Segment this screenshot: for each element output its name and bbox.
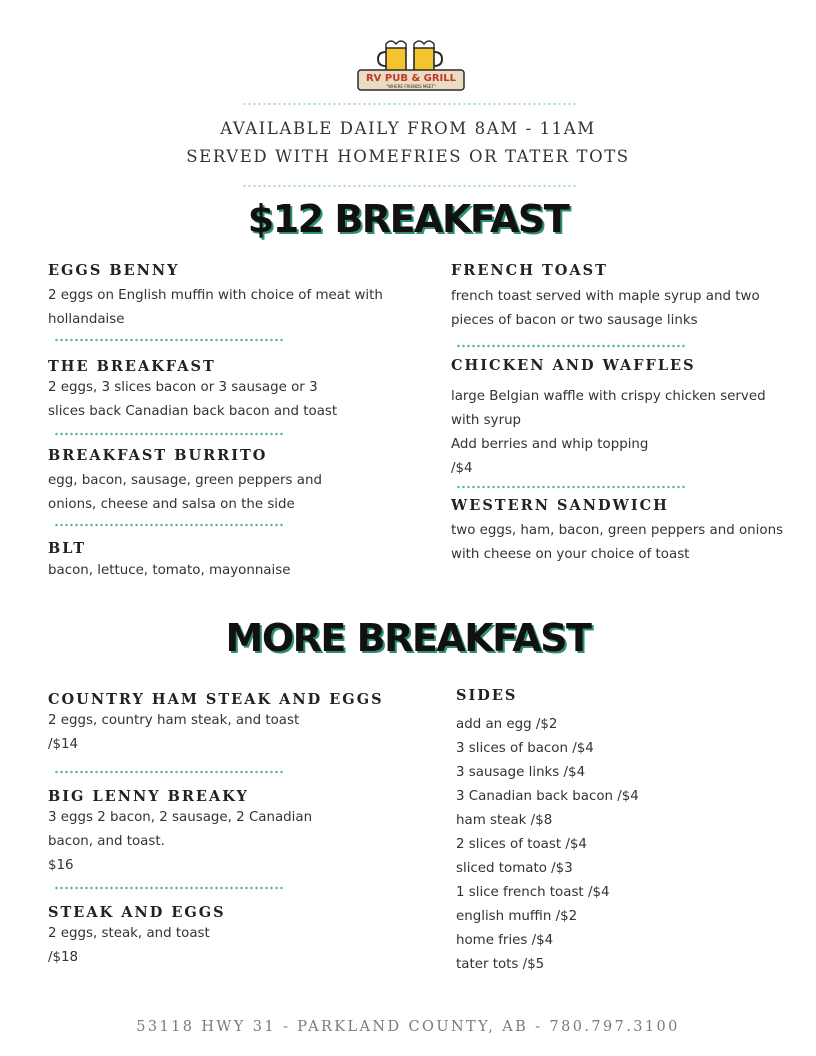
section-title-more-breakfast: MORE BREAKFAST: [225, 616, 591, 660]
footer-address: 53118 HWY 31 - PARKLAND COUNTY, AB - 780.797.3100: [136, 1019, 680, 1035]
sides-list: [456, 713, 639, 977]
menu-item-description: 2 eggs, steak, and toast /$18: [48, 926, 210, 965]
menu-item-title: STEAK AND EGGS: [48, 904, 226, 921]
section-title-12-breakfast: $12 BREAKFAST: [247, 197, 569, 241]
beer-mug-left-icon: [378, 41, 406, 72]
menu-item-title: EGGS BENNY: [48, 262, 180, 279]
menu-item-title: WESTERN SANDWICH: [451, 497, 669, 514]
divider: [456, 344, 686, 348]
rv-pub-logo: [356, 36, 466, 96]
menu-item-title: FRENCH TOAST: [451, 262, 608, 279]
menu-item-title: BIG LENNY BREAKY: [48, 788, 249, 805]
side-item: add an egg /$2: [456, 717, 558, 732]
divider: [242, 102, 578, 106]
divider: [54, 523, 284, 527]
side-item: 2 slices of toast /$4: [456, 837, 587, 852]
menu-item-description: large Belgian waffle with crispy chicken served with syrup Add berries and whip topping /$4: [451, 389, 766, 476]
hours-text: AVAILABLE DAILY FROM 8AM - 11AM: [220, 119, 596, 138]
menu-item-description: bacon, lettuce, tomato, mayonnaise: [48, 563, 291, 578]
menu-item-title: THE BREAKFAST: [48, 358, 216, 375]
side-item: 3 Canadian back bacon /$4: [456, 789, 639, 804]
menu-item-title: CHICKEN AND WAFFLES: [451, 357, 696, 374]
menu-item-title: COUNTRY HAM STEAK AND EGGS: [48, 691, 384, 708]
menu-item-title: BREAKFAST BURRITO: [48, 447, 268, 464]
menu-item-description: 2 eggs, 3 slices bacon or 3 sausage or 3 slices back Canadian back bacon and toast: [48, 380, 338, 419]
served-with-text: SERVED WITH HOMEFRIES OR TATER TOTS: [186, 147, 630, 166]
side-item: sliced tomato /$3: [456, 861, 573, 876]
svg-text:RV PUB & GRILL: RV PUB & GRILL: [365, 73, 457, 84]
sides-title: SIDES: [456, 687, 518, 704]
menu-item-description: french toast served with maple syrup and two pieces of bacon or two sausage links: [451, 289, 760, 328]
side-item: 3 slices of bacon /$4: [456, 741, 594, 756]
menu-item-description: 2 eggs, country ham steak, and toast /$14: [48, 713, 300, 752]
side-item: english muffin /$2: [456, 909, 578, 924]
side-item: tater tots /$5: [456, 957, 545, 972]
divider: [456, 485, 686, 489]
divider: [54, 338, 284, 342]
divider: [54, 432, 284, 436]
menu-item-description: two eggs, ham, bacon, green peppers and onions with cheese on your choice of toast: [451, 523, 784, 562]
svg-text:"WHERE FRIENDS MEET": "WHERE FRIENDS MEET": [386, 84, 436, 89]
beer-mug-right-icon: [414, 41, 442, 72]
side-item: ham steak /$8: [456, 813, 553, 828]
side-item: 1 slice french toast /$4: [456, 885, 610, 900]
menu-item-description: 3 eggs 2 bacon, 2 sausage, 2 Canadian bacon, and toast. $16: [48, 810, 313, 873]
divider: [242, 184, 578, 188]
menu-item-title: BLT: [48, 540, 87, 557]
divider: [54, 770, 284, 774]
divider: [54, 886, 284, 890]
side-item: home fries /$4: [456, 933, 554, 948]
menu-item-description: egg, bacon, sausage, green peppers and onions, cheese and salsa on the side: [48, 473, 322, 512]
menu-item-description: 2 eggs on English muffin with choice of meat with hollandaise: [48, 288, 383, 327]
side-item: 3 sausage links /$4: [456, 765, 586, 780]
